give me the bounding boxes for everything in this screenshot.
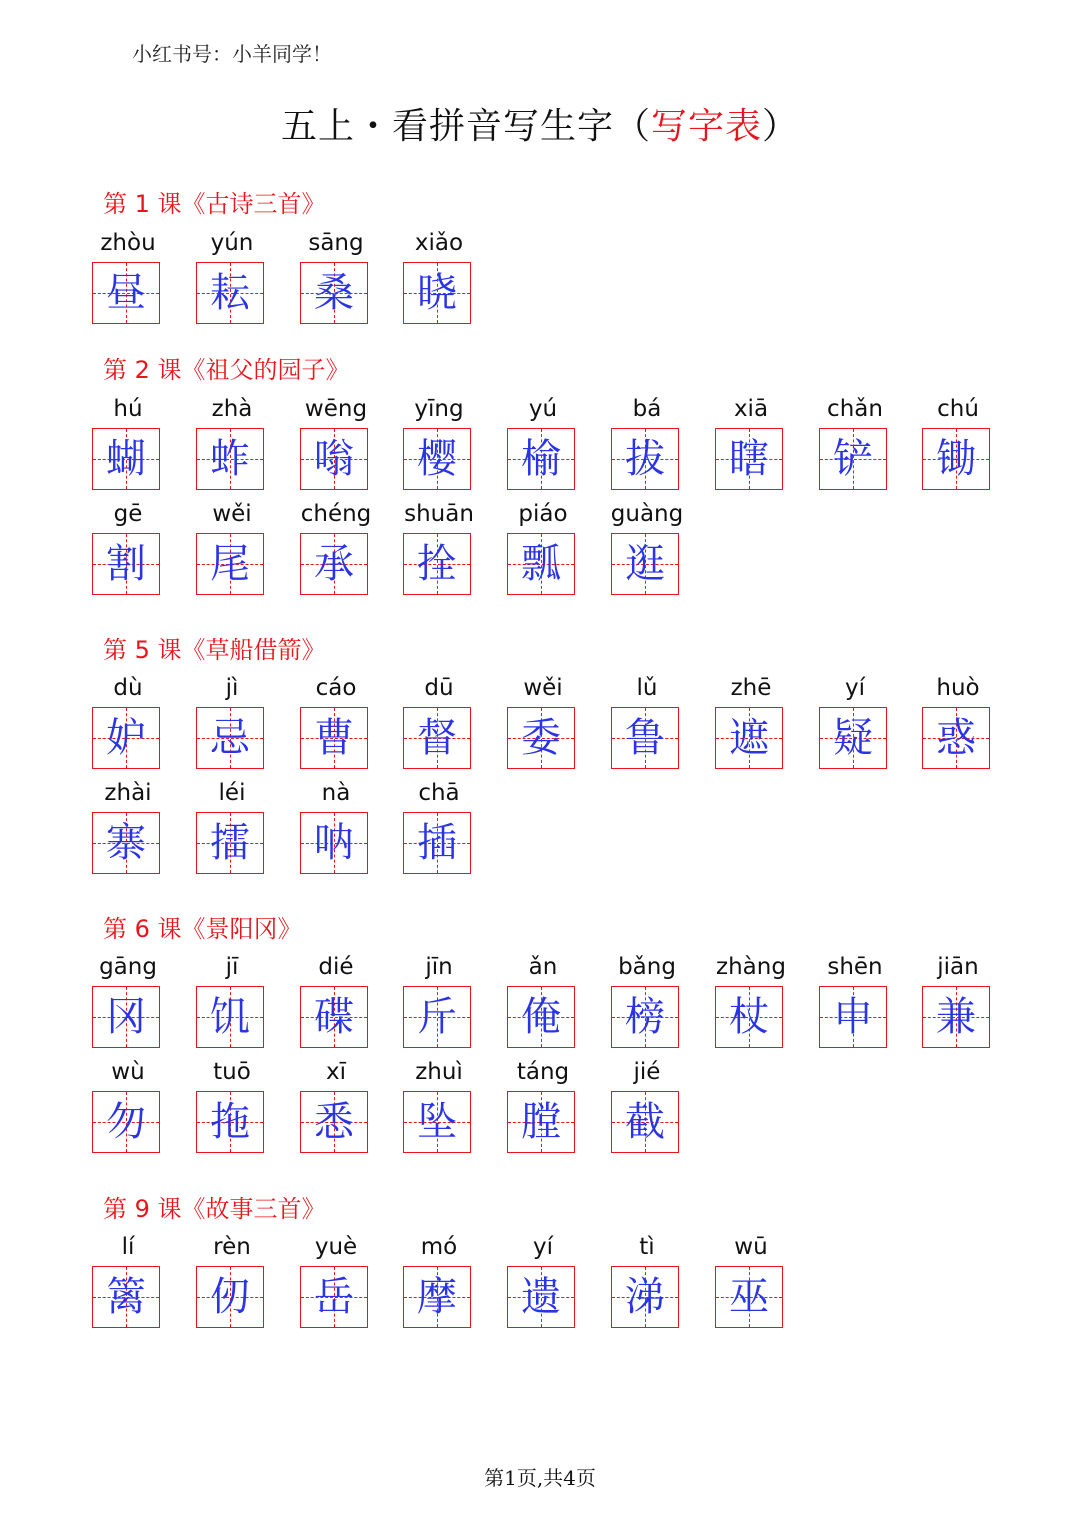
hanzi-character: 篱 [106,1274,146,1320]
pinyin-label: tuō [213,1059,251,1085]
character-cell [196,1057,268,1155]
pinyin-label: huò [936,675,980,701]
hanzi-character: 惑 [936,715,976,761]
character-cell [92,228,164,326]
hanzi-character: 遗 [521,1274,561,1320]
hanzi-character: 冈 [106,994,146,1040]
hanzi-character: 瓢 [521,541,561,587]
hanzi-character: 耘 [210,270,250,316]
pinyin-label: chéng [300,501,372,527]
tianzige-grid [715,428,783,490]
character-cell [403,673,475,771]
character-cell [196,778,268,876]
hanzi-character: 涕 [625,1274,665,1320]
tianzige-grid [403,707,471,769]
tianzige-grid [92,707,160,769]
hanzi-character: 榜 [625,994,665,1040]
character-cell [300,778,372,876]
tianzige-grid [196,1266,264,1328]
pinyin-label: wēng [304,396,368,422]
pinyin-label: jī [225,954,239,980]
pinyin-label: jì [225,675,239,701]
character-cell [819,394,891,492]
hanzi-character: 膛 [521,1099,561,1145]
tianzige-grid [611,1266,679,1328]
pinyin-label: ǎn [528,954,558,980]
pinyin-label: shēn [827,954,883,980]
tianzige-grid [196,986,264,1048]
character-cell [507,394,579,492]
pinyin-label: tì [639,1234,655,1260]
pinyin-label: xī [325,1059,346,1085]
lesson-title: 第 5 课《草船借箭》 [103,636,326,664]
tianzige-grid [92,533,160,595]
pinyin-label: wù [111,1059,145,1085]
pinyin-label: cáo [315,675,357,701]
tianzige-grid [507,428,575,490]
watermark-text: 小红书号：小羊同学！ [132,42,332,66]
tianzige-grid [922,428,990,490]
character-cell [92,778,164,876]
pinyin-label: dié [318,954,354,980]
hanzi-character: 锄 [936,436,976,482]
pinyin-label: zhē [730,675,772,701]
tianzige-grid [403,812,471,874]
tianzige-grid [403,986,471,1048]
hanzi-character: 拴 [417,541,457,587]
pinyin-label: gāng [99,954,157,980]
character-cell [715,952,787,1050]
tianzige-grid [300,986,368,1048]
tianzige-grid [507,533,575,595]
hanzi-character: 铲 [833,436,873,482]
hanzi-character: 妒 [106,715,146,761]
hanzi-character: 逛 [625,541,665,587]
tianzige-grid [92,428,160,490]
character-cell [300,673,372,771]
tianzige-grid [715,707,783,769]
tianzige-grid [403,428,471,490]
character-cell [196,673,268,771]
pinyin-label: yí [844,675,865,701]
pinyin-label: chú [937,396,979,422]
character-cell [715,673,787,771]
character-cell [403,228,475,326]
title-highlight: 写字表 [650,106,762,147]
pinyin-label: dù [113,675,143,701]
character-cell [300,1232,372,1330]
tianzige-grid [92,1091,160,1153]
character-cell [92,499,164,597]
character-cell [300,394,372,492]
tianzige-grid [507,986,575,1048]
pinyin-label: yí [532,1234,553,1260]
tianzige-grid [300,428,368,490]
pinyin-label: lǔ [636,675,658,701]
pinyin-label: piáo [518,501,568,527]
hanzi-character: 坠 [417,1099,457,1145]
tianzige-grid [403,1266,471,1328]
hanzi-character: 昼 [106,270,146,316]
character-cell [403,952,475,1050]
tianzige-grid [196,1091,264,1153]
tianzige-grid [819,986,887,1048]
pinyin-label: zhài [104,780,152,806]
hanzi-character: 俺 [521,994,561,1040]
pinyin-label: guàng [610,501,684,527]
hanzi-character: 尾 [210,541,250,587]
tianzige-grid [611,1091,679,1153]
character-cell [819,673,891,771]
hanzi-character: 饥 [210,994,250,1040]
hanzi-character: 巫 [729,1274,769,1320]
character-cell [196,499,268,597]
hanzi-character: 呐 [314,820,354,866]
character-cell [819,952,891,1050]
character-cell [922,673,994,771]
character-cell [922,952,994,1050]
hanzi-character: 杖 [729,994,769,1040]
tianzige-grid [92,986,160,1048]
pinyin-label: wū [734,1234,768,1260]
tianzige-grid [300,262,368,324]
lesson-title: 第 1 课《古诗三首》 [103,190,326,218]
tianzige-grid [403,262,471,324]
pinyin-label: zhà [211,396,253,422]
hanzi-character: 瞎 [729,436,769,482]
pinyin-label: zhàng [716,954,786,980]
character-cell [403,1232,475,1330]
pinyin-label: gē [113,501,143,527]
pinyin-label: hú [113,396,143,422]
character-cell [507,673,579,771]
hanzi-character: 碟 [314,994,354,1040]
hanzi-character: 榆 [521,436,561,482]
hanzi-character: 岳 [314,1274,354,1320]
tianzige-grid [92,262,160,324]
character-cell [611,499,683,597]
page-footer: 第1页,共4页 [484,1466,596,1490]
hanzi-character: 摩 [417,1274,457,1320]
hanzi-character: 忌 [210,715,250,761]
tianzige-grid [507,1091,575,1153]
pinyin-label: dū [424,675,454,701]
pinyin-label: léi [218,780,246,806]
pinyin-label: jiān [937,954,979,980]
pinyin-label: táng [516,1059,570,1085]
tianzige-grid [715,986,783,1048]
hanzi-character: 督 [417,715,457,761]
character-cell [507,1232,579,1330]
character-cell [196,952,268,1050]
lesson-title: 第 2 课《祖父的园子》 [103,356,350,384]
lesson-title: 第 6 课《景阳冈》 [103,915,302,943]
pinyin-label: rèn [213,1234,251,1260]
pinyin-label: bǎng [618,954,676,980]
hanzi-character: 申 [833,994,873,1040]
hanzi-character: 遮 [729,715,769,761]
character-cell [92,952,164,1050]
hanzi-character: 樱 [417,436,457,482]
hanzi-character: 承 [314,541,354,587]
pinyin-label: jié [633,1059,661,1085]
tianzige-grid [507,707,575,769]
character-cell [611,952,683,1050]
tianzige-grid [611,707,679,769]
pinyin-label: zhuì [415,1059,463,1085]
hanzi-character: 晓 [417,270,457,316]
tianzige-grid [922,986,990,1048]
tianzige-grid [196,262,264,324]
character-cell [715,394,787,492]
pinyin-label: yuè [314,1234,358,1260]
tianzige-grid [819,707,887,769]
hanzi-character: 拖 [210,1099,250,1145]
tianzige-grid [403,1091,471,1153]
title-main: 五上・看拼音写生字（ [280,106,651,147]
pinyin-label: nà [321,780,351,806]
tianzige-grid [300,1266,368,1328]
pinyin-label: wěi [523,675,563,701]
hanzi-character: 蚱 [210,436,250,482]
tianzige-grid [507,1266,575,1328]
hanzi-character: 兼 [936,994,976,1040]
hanzi-character: 拔 [625,436,665,482]
hanzi-character: 斤 [417,994,457,1040]
hanzi-character: 疑 [833,715,873,761]
hanzi-character: 截 [625,1099,665,1145]
pinyin-label: xiǎo [414,230,464,256]
hanzi-character: 插 [417,820,457,866]
pinyin-label: yún [210,230,254,256]
tianzige-grid [92,1266,160,1328]
character-cell [403,394,475,492]
pinyin-label: wěi [212,501,252,527]
tianzige-grid [611,533,679,595]
tianzige-grid [300,707,368,769]
tianzige-grid [300,812,368,874]
character-cell [196,228,268,326]
character-cell [922,394,994,492]
character-cell [507,952,579,1050]
hanzi-character: 仞 [210,1274,250,1320]
character-cell [196,1232,268,1330]
pinyin-label: chā [418,780,460,806]
character-cell [300,499,372,597]
tianzige-grid [403,533,471,595]
tianzige-grid [819,428,887,490]
tianzige-grid [92,812,160,874]
hanzi-character: 蝴 [106,436,146,482]
hanzi-character: 委 [521,715,561,761]
character-cell [611,394,683,492]
character-cell [403,499,475,597]
character-cell [300,228,372,326]
hanzi-character: 桑 [314,270,354,316]
hanzi-character: 勿 [106,1099,146,1145]
character-cell [611,1057,683,1155]
tianzige-grid [922,707,990,769]
pinyin-label: yīng [414,396,464,422]
character-cell [507,1057,579,1155]
tianzige-grid [611,986,679,1048]
tianzige-grid [196,707,264,769]
hanzi-character: 寨 [106,820,146,866]
character-cell [403,1057,475,1155]
character-cell [611,1232,683,1330]
character-cell [92,394,164,492]
pinyin-label: jīn [425,954,453,980]
tianzige-grid [196,533,264,595]
character-cell [300,1057,372,1155]
tianzige-grid [196,428,264,490]
title-end: ） [762,106,800,147]
tianzige-grid [196,812,264,874]
pinyin-label: mó [420,1234,458,1260]
pinyin-label: chǎn [827,396,883,422]
character-cell [92,1232,164,1330]
character-cell [92,1057,164,1155]
lesson-title: 第 9 课《故事三首》 [103,1195,326,1223]
pinyin-label: shuān [404,501,474,527]
hanzi-character: 割 [106,541,146,587]
pinyin-label: bá [632,396,662,422]
character-cell [196,394,268,492]
character-cell [507,499,579,597]
pinyin-label: xiā [733,396,769,422]
hanzi-character: 悉 [314,1099,354,1145]
pinyin-label: sāng [308,230,364,256]
pinyin-label: zhòu [100,230,156,256]
tianzige-grid [300,1091,368,1153]
character-cell [92,673,164,771]
tianzige-grid [715,1266,783,1328]
hanzi-character: 嗡 [314,436,354,482]
character-cell [403,778,475,876]
hanzi-character: 曹 [314,715,354,761]
pinyin-label: yú [528,396,558,422]
tianzige-grid [611,428,679,490]
page-title [0,98,1080,149]
character-cell [611,673,683,771]
hanzi-character: 擂 [210,820,250,866]
hanzi-character: 鲁 [625,715,665,761]
tianzige-grid [300,533,368,595]
character-cell [300,952,372,1050]
pinyin-label: lí [121,1234,135,1260]
character-cell [715,1232,787,1330]
